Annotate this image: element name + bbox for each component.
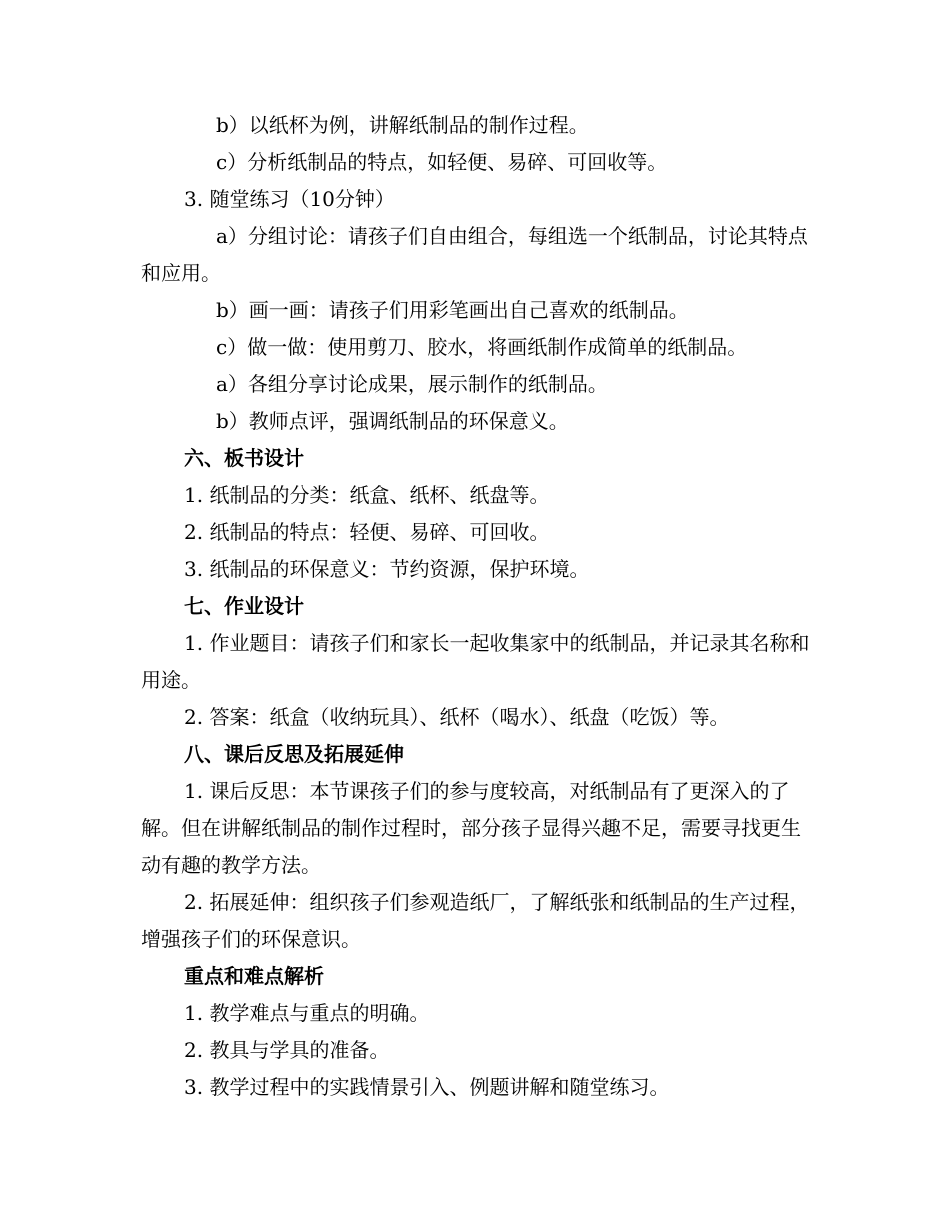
section-heading-key-points: 重点和难点解析 — [184, 964, 324, 988]
section-heading-reflection: 八、课后反思及拓展延伸 — [184, 742, 404, 766]
list-item-extension: 2. 拓展延伸：组织孩子们参观造纸厂，了解纸张和纸制品的生产过程，增强孩子们的环保意识。 — [141, 890, 810, 951]
sub-item-b-paper-cup: b）以纸杯为例，讲解纸制品的制作过程。 — [216, 113, 589, 137]
sub-item-b-drawing: b）画一画：请孩子们用彩笔画出自己喜欢的纸制品。 — [216, 298, 689, 322]
list-item-homework-task: 1. 作业题目：请孩子们和家长一起收集家中的纸制品，并记录其名称和用途。 — [141, 631, 810, 692]
list-item-key-1: 1. 教学难点与重点的明确。 — [184, 1001, 430, 1025]
list-item-key-2: 2. 教具与学具的准备。 — [184, 1038, 390, 1062]
sub-item-c-making: c）做一做：使用剪刀、胶水，将画纸制作成简单的纸制品。 — [216, 335, 748, 359]
list-item-features: 2. 纸制品的特点：轻便、易碎、可回收。 — [184, 520, 550, 544]
list-item-classification: 1. 纸制品的分类：纸盒、纸杯、纸盘等。 — [184, 483, 550, 507]
sub-item-a-sharing: a）各组分享讨论成果，展示制作的纸制品。 — [216, 372, 608, 396]
list-item-eco-meaning: 3. 纸制品的环保意义：节约资源，保护环境。 — [184, 557, 590, 581]
sub-item-a-group-discussion: a）分组讨论：请孩子们自由组合，每组选一个纸制品，讨论其特点和应用。 — [141, 224, 808, 285]
list-item-reflection: 1. 课后反思：本节课孩子们的参与度较高，对纸制品有了更深入的了解。但在讲解纸制品的制作过程时，部分孩子显得兴趣不足，需要寻找更生动有趣的教学方法。 — [141, 779, 801, 877]
sub-item-b-teacher-review: b）教师点评，强调纸制品的环保意义。 — [216, 409, 569, 433]
sub-item-c-features: c）分析纸制品的特点，如轻便、易碎、可回收等。 — [216, 150, 668, 174]
section-heading-homework: 七、作业设计 — [184, 594, 304, 618]
list-item-key-3: 3. 教学过程中的实践情景引入、例题讲解和随堂练习。 — [184, 1075, 670, 1099]
section-heading-board-design: 六、板书设计 — [184, 446, 304, 470]
list-item-homework-answer: 2. 答案：纸盒（收纳玩具）、纸杯（喝水）、纸盘（吃饭）等。 — [184, 705, 730, 729]
list-item-practice: 3. 随堂练习（10分钟） — [184, 187, 395, 211]
